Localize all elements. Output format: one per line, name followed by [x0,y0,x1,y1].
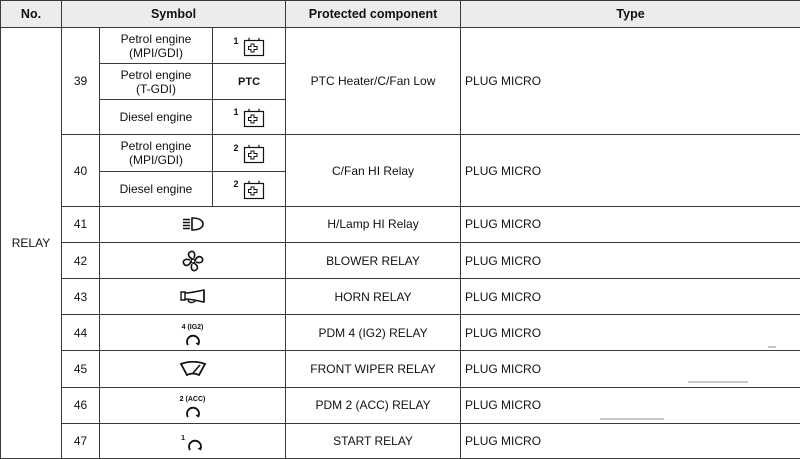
variant-label: Petrol engine (T-GDI) [100,64,213,100]
table-row [1,351,800,387]
fuse-number: 41 [62,206,100,242]
table-row [1,279,800,315]
protected-component: C/Fan HI Relay [286,135,461,206]
fuse-type: PLUG MICRO [461,279,800,315]
group-label-relay: RELAY [1,28,62,459]
relay-box-icon [243,37,265,57]
table-row [1,387,800,423]
protected-component: PDM 2 (ACC) RELAY [286,387,461,423]
ignition-arc-icon [184,404,202,420]
fuse-type: PLUG MICRO [461,206,800,242]
variant-symbol [213,100,286,135]
protected-component: BLOWER RELAY [286,242,461,278]
horn-icon [178,288,208,306]
fuse-number: 43 [62,279,100,315]
header-symbol: Symbol [62,1,286,28]
header-type: Type [461,1,800,28]
protected-component: H/Lamp HI Relay [286,206,461,242]
symbol-label: 4 (IG2) [181,323,204,331]
fuse-number: 46 [62,387,100,423]
protected-component: START RELAY [286,423,461,458]
fuse-number: 42 [62,242,100,278]
fuse-type: PLUG MICRO [461,315,800,351]
relay-box-icon [243,144,265,164]
ignition-arc-icon [186,435,204,453]
symbol-number: 2 [233,143,239,154]
ignition-arc-icon [184,332,202,348]
protected-component: HORN RELAY [286,279,461,315]
variant-label: Petrol engine (MPI/GDI) [100,28,213,64]
scan-artifact [768,346,776,348]
fuse-type: PLUG MICRO [461,28,800,135]
scan-artifact [688,381,748,383]
relay-box-icon [243,180,265,200]
fuse-type: PLUG MICRO [461,423,800,458]
symbol-cell [100,351,286,387]
symbol-cell [100,315,286,351]
fuse-number: 44 [62,315,100,351]
table-row [1,423,800,458]
symbol-number: 1 [233,107,239,118]
table-row [1,135,800,171]
table-row [1,242,800,278]
symbol-cell [100,206,286,242]
protected-component: PDM 4 (IG2) RELAY [286,315,461,351]
headlamp-high-beam-icon [180,216,206,232]
ptc-symbol-text: PTC [213,64,286,100]
variant-label: Petrol engine (MPI/GDI) [100,135,213,171]
fuse-type: PLUG MICRO [461,351,800,387]
header-protected-component: Protected component [286,1,461,28]
variant-symbol [213,28,286,64]
fan-icon [181,249,205,273]
symbol-cell [100,242,286,278]
fuse-type: PLUG MICRO [461,387,800,423]
fuse-type: PLUG MICRO [461,135,800,206]
fuse-number: 39 [62,28,100,135]
fuse-type: PLUG MICRO [461,242,800,278]
table-row [1,28,800,64]
relay-box-icon [243,108,265,128]
protected-component: FRONT WIPER RELAY [286,351,461,387]
wiper-icon [179,361,207,377]
variant-symbol [213,135,286,171]
header-no: No. [1,1,62,28]
variant-label: Diesel engine [100,171,213,206]
fuse-number: 45 [62,351,100,387]
table-header-row [1,1,800,28]
symbol-number: 1 [233,35,239,46]
protected-component: PTC Heater/C/Fan Low [286,28,461,135]
symbol-label: 2 (ACC) [179,396,206,404]
variant-symbol [213,171,286,206]
symbol-cell [100,423,286,458]
symbol-number: 2 [233,178,239,189]
table-row [1,206,800,242]
symbol-cell [100,387,286,423]
symbol-number: 1 [181,434,185,442]
fuse-number: 40 [62,135,100,206]
table-row [1,315,800,351]
variant-label: Diesel engine [100,100,213,135]
fuse-number: 47 [62,423,100,458]
scan-artifact [600,418,664,420]
symbol-cell [100,279,286,315]
